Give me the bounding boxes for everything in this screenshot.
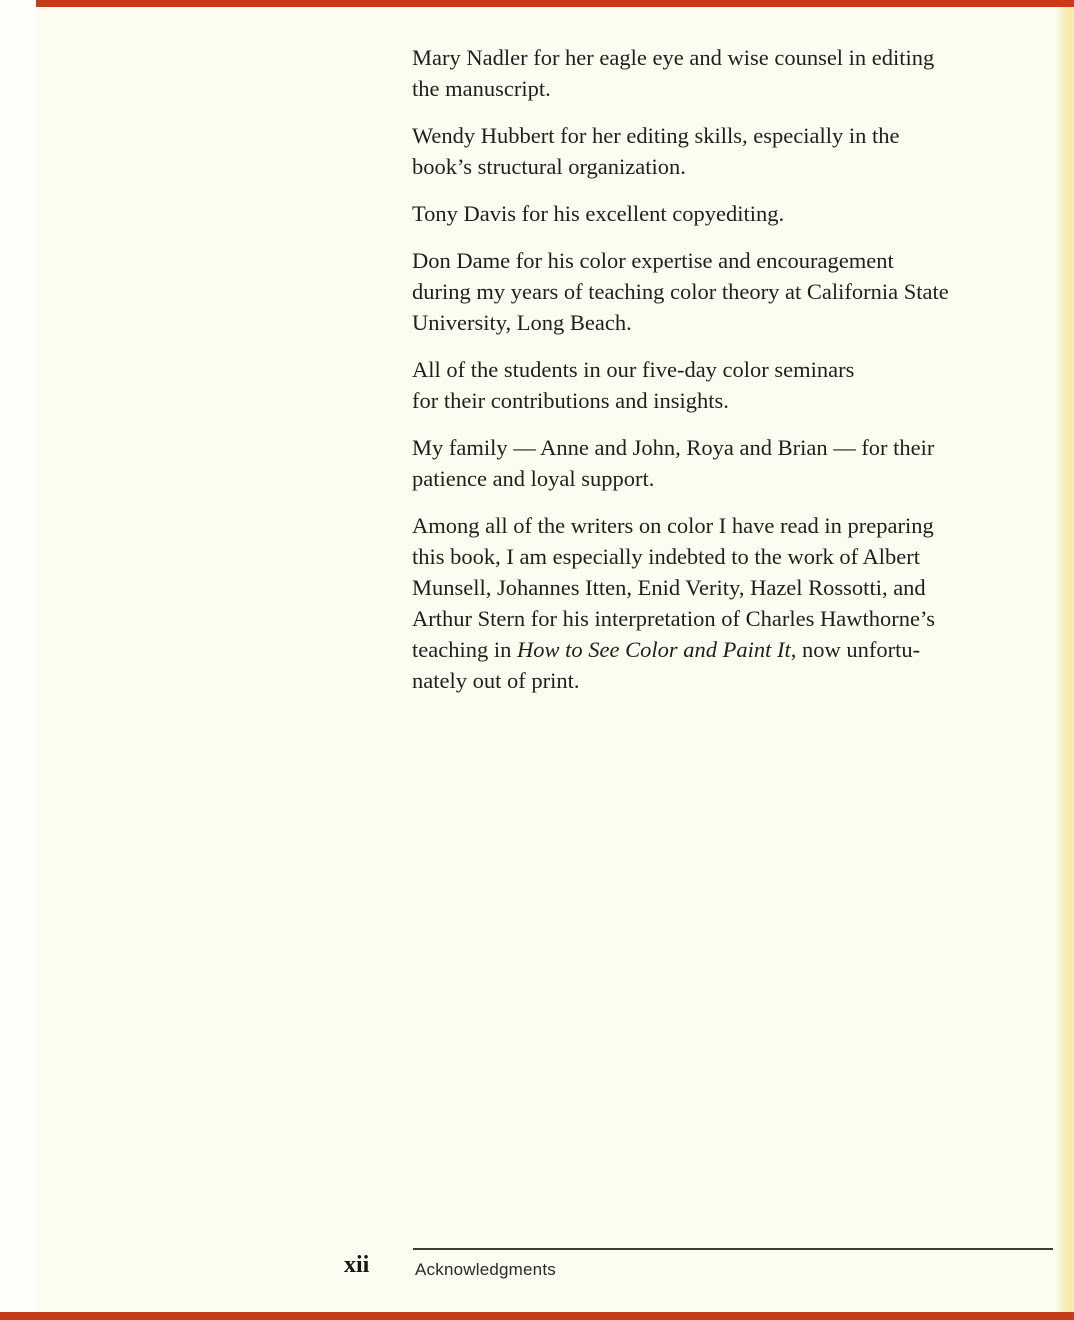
text-line: Wendy Hubbert for her editing skills, especially in the [412, 123, 900, 148]
text-line: University, Long Beach. [412, 310, 632, 335]
text-line: this book, I am especially indebted to the work of Albert [412, 544, 921, 569]
text-line: Among all of the writers on color I have read in preparing [412, 513, 934, 538]
text-line: teaching in How to See Color and Paint It, now unfortu- [412, 637, 921, 662]
paragraph [412, 245, 1057, 338]
text-line: All of the students in our five-day color seminars [412, 357, 855, 382]
paragraph [412, 432, 1057, 494]
text-line: patience and loyal support. [412, 466, 655, 491]
page-edge-left [0, 0, 36, 1320]
text-block [412, 42, 1057, 712]
book-cover-edge-bottom [0, 1312, 1074, 1320]
section-label: Acknowledgments [415, 1260, 556, 1279]
paragraph [412, 354, 1057, 416]
page-number: xii [344, 1252, 370, 1278]
text-line: My family — Anne and John, Roya and Brian — for their [412, 435, 935, 460]
text-line: Don Dame for his color expertise and encouragement [412, 248, 894, 273]
text-line: book’s structural organization. [412, 154, 686, 179]
text-line: during my years of teaching color theory at California State [412, 279, 949, 304]
page-edge-right [1056, 0, 1074, 1320]
paragraph [412, 42, 1057, 104]
book-cover-edge-top [36, 0, 1074, 7]
paragraph [412, 120, 1057, 182]
text-line: Mary Nadler for her eagle eye and wise counsel in editing [412, 45, 935, 70]
text-line: the manuscript. [412, 76, 551, 101]
text-line: Arthur Stern for his interpretation of Charles Hawthorne’s [412, 606, 935, 631]
text-line: nately out of print. [412, 668, 580, 693]
text-line: Tony Davis for his excellent copyediting. [412, 201, 785, 226]
paragraph [412, 510, 1057, 696]
text-line: Munsell, Johannes Itten, Enid Verity, Hazel Rossotti, and [412, 575, 926, 600]
paragraph [412, 198, 1057, 229]
footer-rule [413, 1248, 1053, 1250]
text-line: for their contributions and insights. [412, 388, 729, 413]
